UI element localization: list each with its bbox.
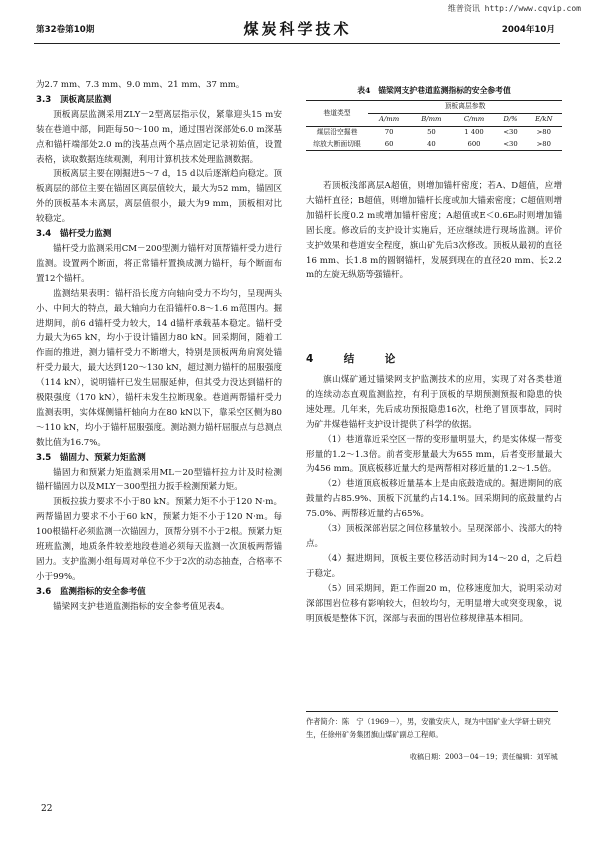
paragraph: （1）巷道靠近采空区一帮的变形量明显大，约是实体煤一帮变形量的1.2～1.3倍。前者变形量最大为655 mm，后者变形量最大为456 mm。顶底板移近量大约是两帮相对移近量的1.2～1.5倍。 xyxy=(306,434,562,475)
table-cell: 综放大断面切眼 xyxy=(313,139,361,148)
table-col-header: C/mm xyxy=(453,113,496,126)
paragraph: 监测结果表明：锚杆沿长度方向轴向受力不均匀，呈现两头小、中间大的特点，最大轴向力在沿锚杆0.8～1.6 m范围内。掘进期间，前6 d锚杆受力较大，14 d锚杆承载基本稳定。锚杆受力最大为65 kN，均小于设计锚固力80 kN。回采期间，随着工作面的推进，测力锚杆受力不断增大，特别是顶板两角肩窝处锚杆受力最大，最大达到120～130 kN，超过测力锚杆的屈服强度（114 kN），说明锚杆已发生屈服延伸，但其受力没达到锚杆的极限强度（170 kN），锚杆未发生拉断现象。巷道两帮锚杆受力监测表明，实体煤侧锚杆轴向力在80 kN以下，靠采空区侧为80～110 kN，均小于锚杆屈服强度。测站测力锚杆屈服点与总测点数比值为16.7%。 xyxy=(36,288,282,448)
table-cell: 600 xyxy=(467,139,481,148)
paragraph: 锚杆受力监测采用CM－200型测力锚杆对顶帮锚杆受力进行监测。设置两个断面，将正常锚杆置换成测力锚杆，每个断面布置12个锚杆。 xyxy=(36,243,282,284)
table-cell: 40 xyxy=(427,139,436,148)
section-heading-conclusion: 4 结 论 xyxy=(306,353,406,365)
paragraph: （3）顶板深部岩层之间位移量较小。呈现深部小、浅部大的特点。 xyxy=(306,524,562,549)
section-heading: 3.3 顶板离层监测 xyxy=(36,94,112,105)
right-column-bottom xyxy=(306,373,562,626)
table-header-group: 顶板离层参数 xyxy=(368,101,562,114)
table-cell: <30 xyxy=(503,127,518,136)
table-col-header: A/mm xyxy=(368,113,410,126)
table-cell: 1 400 xyxy=(464,127,484,136)
table-col-header: D/% xyxy=(495,113,525,126)
table-col-header: E/kN xyxy=(526,113,562,126)
received-date: 收稿日期：2003－04－19；责任编辑：刘军城 xyxy=(410,753,558,761)
table-header-type: 巷道类型 xyxy=(306,101,368,127)
table-cell: <30 xyxy=(503,139,518,148)
table-cell: 70 xyxy=(384,127,394,136)
footnote-rule xyxy=(306,711,558,712)
table-cell: >80 xyxy=(536,139,551,148)
volume-issue: 第32卷第10期 xyxy=(36,25,95,35)
section-heading: 3.5 锚固力、预紧力矩监测 xyxy=(36,452,146,463)
left-column xyxy=(36,78,282,615)
table-cell: 煤层沿空掘巷 xyxy=(316,127,358,136)
table-cell: 60 xyxy=(384,139,394,148)
table-row xyxy=(306,138,562,150)
paragraph: 锚梁网支护巷道监测指标的安全参考值见表4。 xyxy=(53,601,230,612)
paragraph: 旗山煤矿通过锚梁网支护监测技术的应用，实现了对各类巷道的连续动态直观监测监控，有利于顶板的早期预测预报和隐患的快速处理。几年来，先后成功预报隐患16次，杜绝了冒顶事故，同时为矿井煤巷锚杆支护设计提供了科学的依据。 xyxy=(306,375,562,430)
table-caption: 表4 锚梁网支护巷道监测指标的安全参考值 xyxy=(357,86,511,95)
paragraph: 若顶板浅部离层A超值，则增加锚杆密度；若A、D超值，应增大锚杆直径；B超值，则增加锚杆长度或加大锚索密度；C超值则增加锚杆长度0.2 m或增加锚杆密度；A超值或E＜0.6E₀时则增加锚固长度。修改后的支护设计实施后，还应继续进行现场监测。评价支护效果和巷道安全程度，旗山矿先后3次修改。顶板从最初的直径16 mm、长1.8 m的圆钢锚杆，发展到现在的直径20 mm、长2.2 m的左旋无纵筋等强锚杆。 xyxy=(306,181,562,281)
safety-reference-table xyxy=(306,100,562,151)
table-row xyxy=(306,126,562,138)
paragraph: （4）掘进期间，顶板主要位移活动时间为14～20 d，之后趋于稳定。 xyxy=(306,553,562,579)
paragraph: （5）回采期间，距工作面20 m，位移速度加大，说明采动对深部围岩位移有影响较大，但较均匀，无明显增大或突变现象，说明顶板是整体下沉，深部与表面的围岩位移规律基本相同。 xyxy=(306,583,562,624)
paragraph: 顶板拉拔力要求不小于80 kN。预紧力矩不小于120 N·m。两帮锚固力要求不小于60 kN，预紧力矩不小于120 N·m。每100根锚杆必须监测一次锚固力，顶帮分别不小于2根。预紧力矩班班监测，地质条件较差地段巷道必须每天监测一次顶板两帮锚固力。支护监测小组每周对单位不少于2次的动态抽查，合格率不小于99%。 xyxy=(36,497,282,582)
issue-date: 2004年10月 xyxy=(501,25,555,35)
paragraph: 为2.7 mm、7.3 mm、9.0 mm、21 mm、37 mm。 xyxy=(36,80,245,90)
page-number: 22 xyxy=(41,804,53,814)
table-cell: 50 xyxy=(427,127,436,136)
paragraph: 顶板离层主要在刚掘进5～7 d，15 d以后逐渐趋向稳定。顶板离层的部位主要在锚固区离层值较大，最大为52 mm，锚固区外的顶板基本未离层，离层值很小，最大为9 mm，顶板相对比较稳定。 xyxy=(36,169,282,225)
section-heading: 3.4 锚杆受力监测 xyxy=(36,229,112,240)
table-cell: >80 xyxy=(536,127,551,136)
author-footnote: 作者简介：陈 宁（1969－），男，安徽安庆人，现为中国矿业大学研士研究生，任徐州矿务集团旗山煤矿副总工程师。 xyxy=(306,717,551,739)
journal-title: 煤炭科学技术 xyxy=(243,20,352,38)
paragraph: （2）巷道顶底板移近量基本上是由底鼓造成的。掘进期间的底鼓量约占85.9%、顶板下沉量约占14.1%。回采期间的底鼓量约占75.0%、两帮移近量约占65%。 xyxy=(306,479,562,520)
section-heading: 3.6 监测指标的安全参考值 xyxy=(36,586,146,597)
paragraph: 锚固力和预紧力矩监测采用ML－20型锚杆拉力计及时检测锚杆锚固力以及MLY－300型扭力扳手检测预紧力矩。 xyxy=(36,467,282,493)
watermark: 维普资讯 http://www.cqvip.com xyxy=(447,4,581,13)
table-col-header: B/mm xyxy=(410,113,452,126)
header-rule xyxy=(34,43,560,44)
paragraph: 顶板离层监测采用ZLY－2型离层指示仪，紧靠迎头15 m安装在巷道中部，间距每50～100 m，通过围岩深部处6.0 m深基点和锚杆端部处2.0 m的浅基点两个基点固定记录初始值，设置表格，读取数据连续观测，利用计算机技术处理监测数据。 xyxy=(36,109,282,165)
right-column-top xyxy=(306,179,562,283)
